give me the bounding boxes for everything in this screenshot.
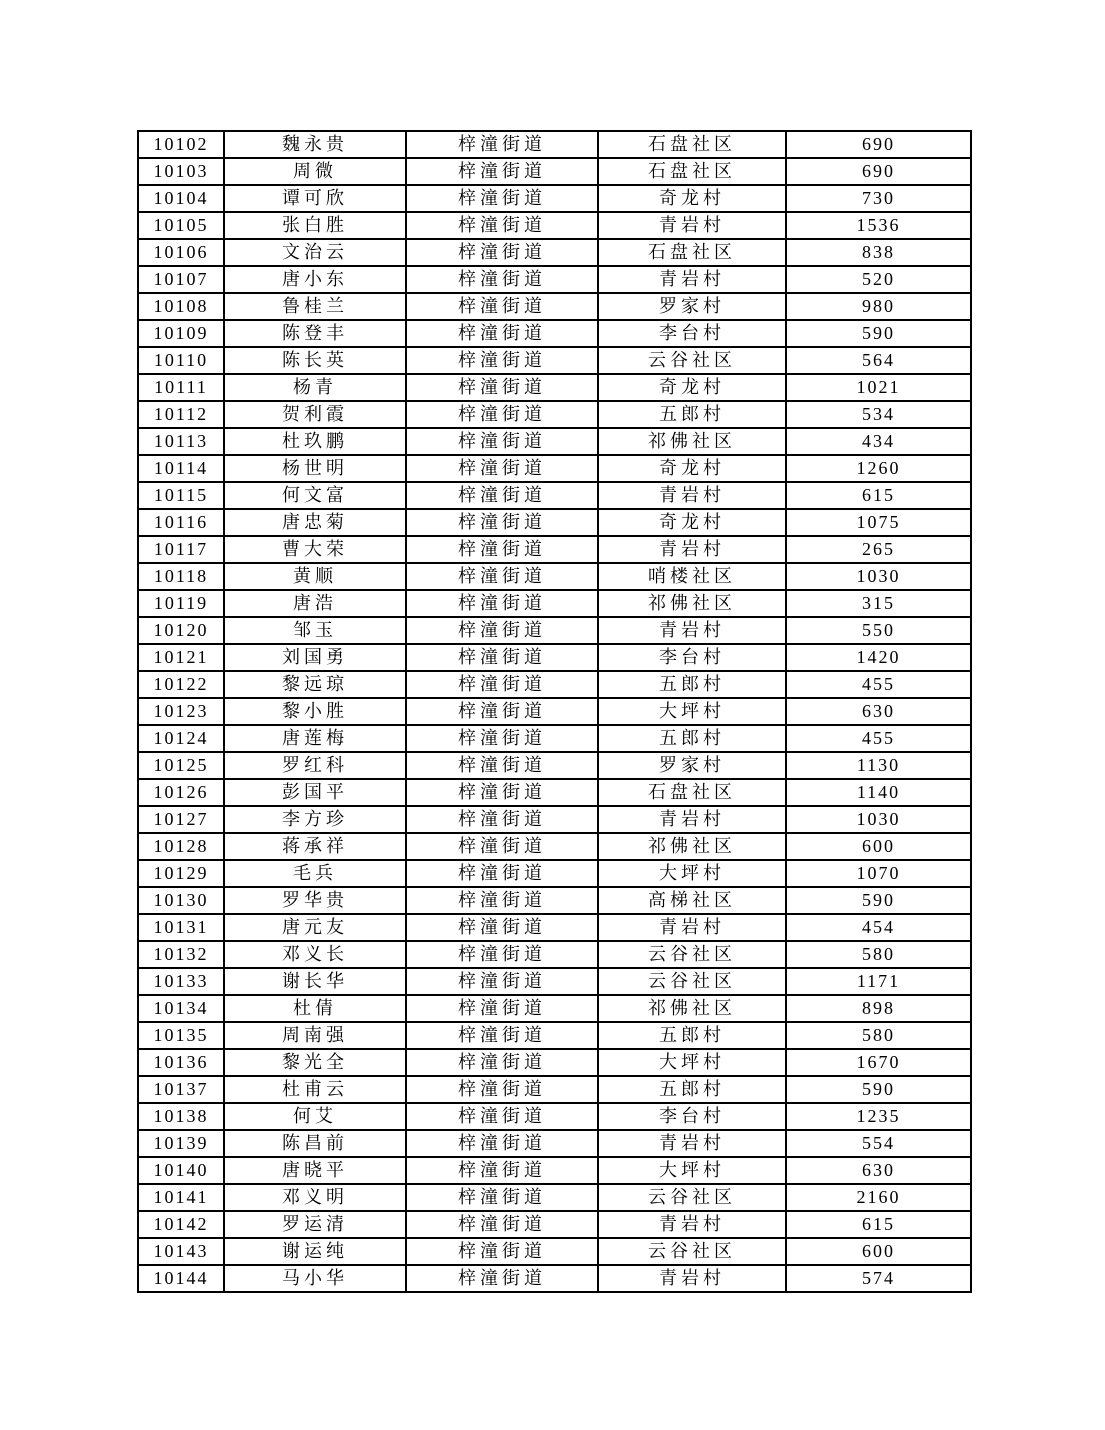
cell-village: 石盘社区	[598, 779, 786, 806]
cell-amount: 454	[786, 914, 971, 941]
table-row	[138, 887, 971, 914]
cell-name: 罗红科	[224, 752, 406, 779]
cell-street: 梓潼街道	[406, 1049, 598, 1076]
cell-street: 梓潼街道	[406, 1022, 598, 1049]
cell-street: 梓潼街道	[406, 887, 598, 914]
table-row	[138, 617, 971, 644]
cell-village: 大坪村	[598, 698, 786, 725]
cell-village: 石盘社区	[598, 239, 786, 266]
cell-village: 石盘社区	[598, 131, 786, 158]
table-row	[138, 158, 971, 185]
cell-name: 鲁桂兰	[224, 293, 406, 320]
table-row	[138, 671, 971, 698]
cell-village: 青岩村	[598, 1265, 786, 1292]
cell-street: 梓潼街道	[406, 239, 598, 266]
cell-name: 邓义明	[224, 1184, 406, 1211]
cell-village: 云谷社区	[598, 1184, 786, 1211]
cell-id: 10119	[138, 590, 224, 617]
cell-street: 梓潼街道	[406, 779, 598, 806]
cell-street: 梓潼街道	[406, 536, 598, 563]
cell-name: 马小华	[224, 1265, 406, 1292]
cell-amount: 520	[786, 266, 971, 293]
cell-street: 梓潼街道	[406, 644, 598, 671]
cell-id: 10104	[138, 185, 224, 212]
cell-amount: 534	[786, 401, 971, 428]
table-row	[138, 1157, 971, 1184]
cell-amount: 1075	[786, 509, 971, 536]
table-row	[138, 995, 971, 1022]
cell-village: 青岩村	[598, 482, 786, 509]
cell-amount: 434	[786, 428, 971, 455]
cell-name: 刘国勇	[224, 644, 406, 671]
cell-amount: 630	[786, 698, 971, 725]
cell-village: 云谷社区	[598, 347, 786, 374]
cell-id: 10113	[138, 428, 224, 455]
cell-street: 梓潼街道	[406, 995, 598, 1022]
cell-id: 10115	[138, 482, 224, 509]
table-row	[138, 1238, 971, 1265]
table-row	[138, 806, 971, 833]
table-row	[138, 212, 971, 239]
cell-id: 10128	[138, 833, 224, 860]
table-row	[138, 752, 971, 779]
cell-name: 陈昌前	[224, 1130, 406, 1157]
cell-id: 10142	[138, 1211, 224, 1238]
cell-amount: 630	[786, 1157, 971, 1184]
cell-id: 10123	[138, 698, 224, 725]
cell-village: 罗家村	[598, 752, 786, 779]
cell-name: 唐忠菊	[224, 509, 406, 536]
cell-name: 谢长华	[224, 968, 406, 995]
cell-village: 青岩村	[598, 1130, 786, 1157]
cell-amount: 564	[786, 347, 971, 374]
cell-street: 梓潼街道	[406, 1103, 598, 1130]
cell-village: 祁佛社区	[598, 428, 786, 455]
cell-id: 10122	[138, 671, 224, 698]
cell-village: 青岩村	[598, 806, 786, 833]
cell-amount: 615	[786, 482, 971, 509]
cell-amount: 1021	[786, 374, 971, 401]
cell-name: 何文富	[224, 482, 406, 509]
cell-street: 梓潼街道	[406, 266, 598, 293]
cell-street: 梓潼街道	[406, 914, 598, 941]
cell-amount: 1070	[786, 860, 971, 887]
cell-id: 10121	[138, 644, 224, 671]
cell-amount: 1130	[786, 752, 971, 779]
table-row	[138, 779, 971, 806]
cell-village: 青岩村	[598, 536, 786, 563]
table-row	[138, 563, 971, 590]
cell-amount: 730	[786, 185, 971, 212]
cell-amount: 1140	[786, 779, 971, 806]
cell-id: 10139	[138, 1130, 224, 1157]
cell-street: 梓潼街道	[406, 968, 598, 995]
table-row	[138, 1076, 971, 1103]
table-row	[138, 860, 971, 887]
cell-street: 梓潼街道	[406, 563, 598, 590]
table-row	[138, 239, 971, 266]
cell-id: 10126	[138, 779, 224, 806]
cell-id: 10144	[138, 1265, 224, 1292]
cell-street: 梓潼街道	[406, 509, 598, 536]
table-row	[138, 914, 971, 941]
cell-id: 10138	[138, 1103, 224, 1130]
cell-amount: 1420	[786, 644, 971, 671]
cell-id: 10116	[138, 509, 224, 536]
table-row	[138, 941, 971, 968]
cell-amount: 580	[786, 1022, 971, 1049]
cell-id: 10130	[138, 887, 224, 914]
table-row	[138, 1211, 971, 1238]
cell-amount: 574	[786, 1265, 971, 1292]
cell-name: 李方珍	[224, 806, 406, 833]
cell-name: 张白胜	[224, 212, 406, 239]
cell-street: 梓潼街道	[406, 185, 598, 212]
cell-name: 黎远琼	[224, 671, 406, 698]
cell-amount: 580	[786, 941, 971, 968]
cell-village: 五郎村	[598, 671, 786, 698]
cell-street: 梓潼街道	[406, 1238, 598, 1265]
cell-name: 曹大荣	[224, 536, 406, 563]
cell-amount: 690	[786, 158, 971, 185]
cell-village: 李台村	[598, 644, 786, 671]
cell-id: 10133	[138, 968, 224, 995]
cell-village: 高梯社区	[598, 887, 786, 914]
cell-amount: 898	[786, 995, 971, 1022]
cell-street: 梓潼街道	[406, 1211, 598, 1238]
cell-name: 陈长英	[224, 347, 406, 374]
cell-id: 10129	[138, 860, 224, 887]
cell-amount: 1235	[786, 1103, 971, 1130]
table-row	[138, 1103, 971, 1130]
cell-id: 10102	[138, 131, 224, 158]
cell-id: 10141	[138, 1184, 224, 1211]
cell-name: 周南强	[224, 1022, 406, 1049]
cell-name: 周微	[224, 158, 406, 185]
cell-name: 唐晓平	[224, 1157, 406, 1184]
cell-street: 梓潼街道	[406, 617, 598, 644]
cell-village: 云谷社区	[598, 1238, 786, 1265]
cell-name: 唐小东	[224, 266, 406, 293]
cell-amount: 615	[786, 1211, 971, 1238]
table-row	[138, 428, 971, 455]
table-row	[138, 968, 971, 995]
cell-amount: 980	[786, 293, 971, 320]
cell-street: 梓潼街道	[406, 1157, 598, 1184]
cell-street: 梓潼街道	[406, 590, 598, 617]
table-row	[138, 455, 971, 482]
cell-name: 邹玉	[224, 617, 406, 644]
cell-village: 李台村	[598, 320, 786, 347]
table-row	[138, 698, 971, 725]
cell-name: 谢运纯	[224, 1238, 406, 1265]
cell-amount: 550	[786, 617, 971, 644]
cell-id: 10134	[138, 995, 224, 1022]
cell-street: 梓潼街道	[406, 158, 598, 185]
cell-village: 祁佛社区	[598, 590, 786, 617]
cell-street: 梓潼街道	[406, 1265, 598, 1292]
cell-name: 邓义长	[224, 941, 406, 968]
cell-amount: 590	[786, 1076, 971, 1103]
table-row	[138, 374, 971, 401]
table-row	[138, 347, 971, 374]
cell-id: 10118	[138, 563, 224, 590]
cell-street: 梓潼街道	[406, 752, 598, 779]
table-row	[138, 1184, 971, 1211]
cell-name: 文治云	[224, 239, 406, 266]
table-row	[138, 320, 971, 347]
cell-village: 五郎村	[598, 1076, 786, 1103]
cell-amount: 590	[786, 320, 971, 347]
table-row	[138, 401, 971, 428]
cell-id: 10136	[138, 1049, 224, 1076]
cell-name: 杨青	[224, 374, 406, 401]
cell-id: 10111	[138, 374, 224, 401]
cell-name: 唐浩	[224, 590, 406, 617]
cell-street: 梓潼街道	[406, 320, 598, 347]
cell-street: 梓潼街道	[406, 860, 598, 887]
cell-name: 魏永贵	[224, 131, 406, 158]
cell-village: 五郎村	[598, 401, 786, 428]
cell-amount: 2160	[786, 1184, 971, 1211]
cell-id: 10135	[138, 1022, 224, 1049]
cell-street: 梓潼街道	[406, 401, 598, 428]
cell-id: 10107	[138, 266, 224, 293]
cell-amount: 554	[786, 1130, 971, 1157]
table-row	[138, 1022, 971, 1049]
table-row	[138, 266, 971, 293]
cell-name: 罗运清	[224, 1211, 406, 1238]
cell-name: 毛兵	[224, 860, 406, 887]
cell-id: 10132	[138, 941, 224, 968]
cell-street: 梓潼街道	[406, 1130, 598, 1157]
cell-village: 云谷社区	[598, 941, 786, 968]
cell-name: 彭国平	[224, 779, 406, 806]
cell-amount: 265	[786, 536, 971, 563]
cell-street: 梓潼街道	[406, 131, 598, 158]
cell-village: 五郎村	[598, 725, 786, 752]
cell-amount: 838	[786, 239, 971, 266]
roster-table	[137, 130, 972, 1293]
cell-name: 杜甫云	[224, 1076, 406, 1103]
cell-name: 贺利霞	[224, 401, 406, 428]
cell-id: 10117	[138, 536, 224, 563]
cell-id: 10124	[138, 725, 224, 752]
cell-street: 梓潼街道	[406, 725, 598, 752]
cell-amount: 1260	[786, 455, 971, 482]
cell-id: 10108	[138, 293, 224, 320]
cell-id: 10114	[138, 455, 224, 482]
cell-id: 10106	[138, 239, 224, 266]
cell-street: 梓潼街道	[406, 428, 598, 455]
cell-name: 杜倩	[224, 995, 406, 1022]
cell-street: 梓潼街道	[406, 482, 598, 509]
table-row	[138, 725, 971, 752]
cell-amount: 1030	[786, 806, 971, 833]
cell-street: 梓潼街道	[406, 941, 598, 968]
cell-village: 青岩村	[598, 1211, 786, 1238]
table-body	[138, 131, 971, 1292]
cell-street: 梓潼街道	[406, 374, 598, 401]
table-row	[138, 131, 971, 158]
cell-village: 罗家村	[598, 293, 786, 320]
cell-amount: 590	[786, 887, 971, 914]
table-row	[138, 185, 971, 212]
cell-village: 哨楼社区	[598, 563, 786, 590]
cell-street: 梓潼街道	[406, 293, 598, 320]
cell-id: 10143	[138, 1238, 224, 1265]
cell-street: 梓潼街道	[406, 698, 598, 725]
cell-amount: 1171	[786, 968, 971, 995]
cell-id: 10131	[138, 914, 224, 941]
table-row	[138, 590, 971, 617]
cell-village: 石盘社区	[598, 158, 786, 185]
cell-name: 黎光全	[224, 1049, 406, 1076]
cell-id: 10125	[138, 752, 224, 779]
table-row	[138, 1130, 971, 1157]
cell-id: 10127	[138, 806, 224, 833]
cell-village: 青岩村	[598, 266, 786, 293]
cell-village: 奇龙村	[598, 185, 786, 212]
cell-name: 谭可欣	[224, 185, 406, 212]
cell-name: 黄顺	[224, 563, 406, 590]
table-row	[138, 833, 971, 860]
cell-id: 10112	[138, 401, 224, 428]
cell-name: 杨世明	[224, 455, 406, 482]
cell-name: 唐莲梅	[224, 725, 406, 752]
cell-id: 10105	[138, 212, 224, 239]
cell-id: 10103	[138, 158, 224, 185]
cell-amount: 315	[786, 590, 971, 617]
table-row	[138, 1049, 971, 1076]
cell-name: 蒋承祥	[224, 833, 406, 860]
cell-name: 罗华贵	[224, 887, 406, 914]
cell-village: 奇龙村	[598, 455, 786, 482]
cell-street: 梓潼街道	[406, 833, 598, 860]
cell-amount: 690	[786, 131, 971, 158]
cell-village: 五郎村	[598, 1022, 786, 1049]
cell-name: 黎小胜	[224, 698, 406, 725]
cell-street: 梓潼街道	[406, 671, 598, 698]
cell-name: 杜玖鹏	[224, 428, 406, 455]
cell-amount: 600	[786, 1238, 971, 1265]
cell-name: 何艾	[224, 1103, 406, 1130]
table-row	[138, 293, 971, 320]
cell-street: 梓潼街道	[406, 212, 598, 239]
cell-village: 大坪村	[598, 1049, 786, 1076]
cell-village: 云谷社区	[598, 968, 786, 995]
cell-id: 10109	[138, 320, 224, 347]
cell-amount: 1536	[786, 212, 971, 239]
table-row	[138, 536, 971, 563]
cell-id: 10140	[138, 1157, 224, 1184]
cell-id: 10110	[138, 347, 224, 374]
cell-street: 梓潼街道	[406, 455, 598, 482]
cell-amount: 455	[786, 725, 971, 752]
cell-village: 祁佛社区	[598, 995, 786, 1022]
cell-street: 梓潼街道	[406, 347, 598, 374]
cell-amount: 1030	[786, 563, 971, 590]
cell-amount: 455	[786, 671, 971, 698]
table-row	[138, 1265, 971, 1292]
cell-name: 唐元友	[224, 914, 406, 941]
cell-village: 奇龙村	[598, 509, 786, 536]
cell-street: 梓潼街道	[406, 1184, 598, 1211]
table-row	[138, 509, 971, 536]
cell-village: 李台村	[598, 1103, 786, 1130]
cell-amount: 1670	[786, 1049, 971, 1076]
cell-id: 10137	[138, 1076, 224, 1103]
cell-street: 梓潼街道	[406, 1076, 598, 1103]
cell-village: 奇龙村	[598, 374, 786, 401]
cell-name: 陈登丰	[224, 320, 406, 347]
cell-village: 青岩村	[598, 914, 786, 941]
cell-amount: 600	[786, 833, 971, 860]
cell-street: 梓潼街道	[406, 806, 598, 833]
cell-village: 大坪村	[598, 860, 786, 887]
cell-village: 青岩村	[598, 617, 786, 644]
cell-village: 大坪村	[598, 1157, 786, 1184]
table-row	[138, 482, 971, 509]
cell-village: 祁佛社区	[598, 833, 786, 860]
cell-id: 10120	[138, 617, 224, 644]
cell-village: 青岩村	[598, 212, 786, 239]
table-row	[138, 644, 971, 671]
